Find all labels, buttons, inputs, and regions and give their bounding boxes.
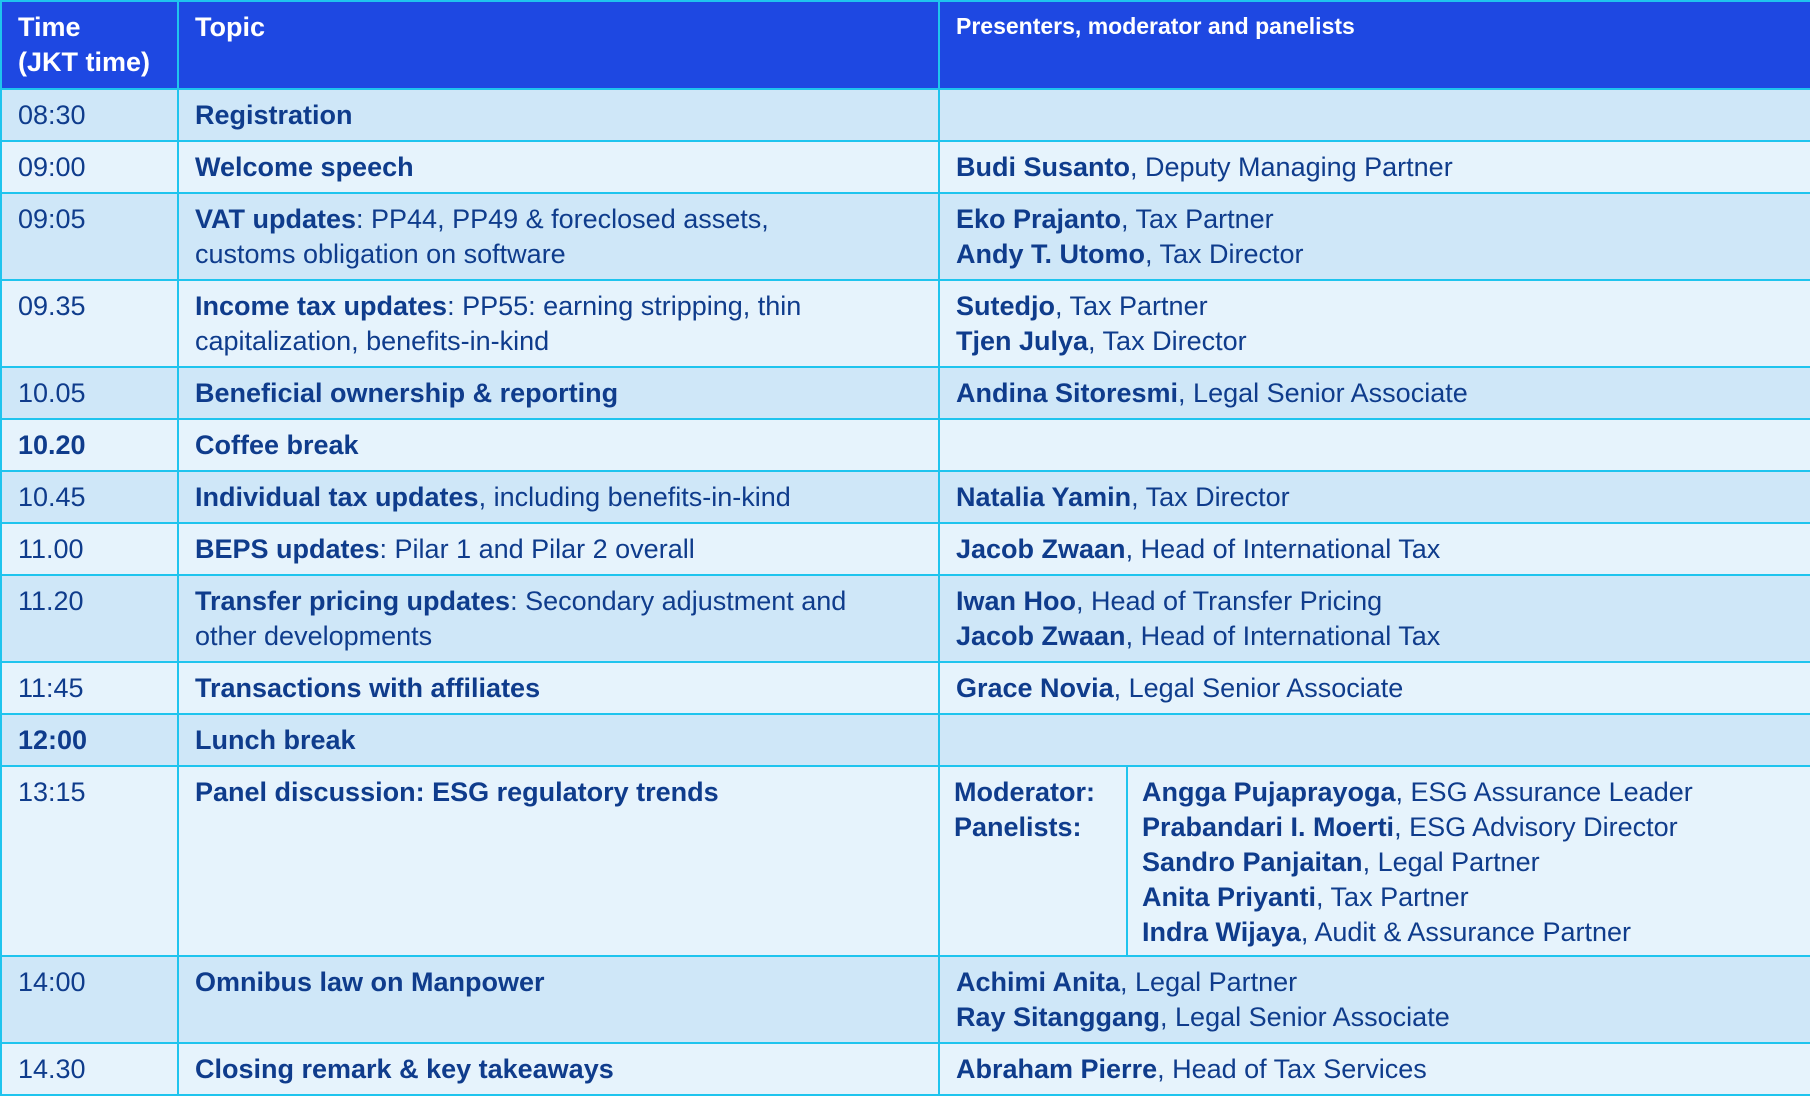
presenter-name: Grace Novia [956,673,1114,703]
presenter-name: Angga Pujaprayoga [1142,777,1396,807]
presenters-cell [939,956,1810,1043]
presenter-role: , Audit & Assurance Partner [1300,917,1631,947]
presenter-line [956,324,1796,359]
time-cell: 09.35 [1,280,178,367]
topic-detail: : Secondary adjustment and [510,586,847,616]
topic-cell [178,280,939,367]
time-cell: 09:00 [1,141,178,193]
presenter-name: Andy T. Utomo [956,239,1145,269]
topic-detail: : PP55: earning stripping, thin [447,291,802,321]
topic-title: Transfer pricing updates [195,586,511,616]
presenter-role: , Tax Partner [1316,882,1469,912]
presenters-cell [939,662,1810,714]
header-presenters: Presenters, moderator and panelists [939,1,1810,89]
topic-cell [178,193,939,280]
table-row [1,1043,1810,1095]
time-cell: 10.05 [1,367,178,419]
presenter-role: , ESG Assurance Leader [1395,777,1693,807]
presenter-name: Natalia Yamin [956,482,1132,512]
presenter-name: Sutedjo [956,291,1055,321]
time-cell: 14.30 [1,1043,178,1095]
time-cell: 12:00 [1,714,178,766]
table-row [1,89,1810,141]
presenter-line [956,965,1796,1000]
time-cell: 09:05 [1,193,178,280]
topic-title: Welcome speech [195,152,414,182]
panel-role-labels [940,767,1128,955]
presenter-line [956,1052,1796,1087]
topic-cell [178,141,939,193]
presenter-line [1142,880,1810,915]
presenter-name: Andina Sitoresmi [956,378,1179,408]
table-row [1,662,1810,714]
presenter-line [956,1000,1796,1035]
topic-cell [178,575,939,662]
topic-detail: : PP44, PP49 & foreclosed assets, [356,204,769,234]
presenter-line [956,376,1796,411]
presenter-role: , Head of International Tax [1125,621,1441,651]
presenters-cell [939,575,1810,662]
presenter-name: Achimi Anita [956,967,1121,997]
presenters-cell [939,141,1810,193]
presenter-role: , Legal Partner [1362,847,1540,877]
presenters-cell [939,89,1810,141]
time-cell: 13:15 [1,766,178,956]
presenters-cell [939,471,1810,523]
time-cell: 11:45 [1,662,178,714]
topic-line [195,202,924,237]
topic-cell [178,367,939,419]
topic-title: BEPS updates [195,534,380,564]
panel-members [1128,767,1810,955]
topic-detail-line2: customs obligation on software [195,239,566,269]
topic-title: Lunch break [195,725,356,755]
presenter-name: Prabandari I. Moerti [1142,812,1395,842]
presenter-name: Tjen Julya [956,326,1089,356]
table-row [1,471,1810,523]
topic-cell [178,89,939,141]
table-row [1,367,1810,419]
presenter-line [956,202,1796,237]
topic-cell [178,714,939,766]
header-time-line1: Time [18,12,81,42]
topic-title: Beneficial ownership & reporting [195,378,619,408]
topic-line [195,480,924,515]
presenter-role: , Deputy Managing Partner [1130,152,1453,182]
topic-title: Registration [195,100,353,130]
presenter-role: , Tax Director [1145,239,1304,269]
presenter-role: , Legal Partner [1120,967,1298,997]
topic-title: Income tax updates [195,291,448,321]
time-cell: 08:30 [1,89,178,141]
presenter-name: Jacob Zwaan [956,621,1126,651]
topic-title: Individual tax updates [195,482,479,512]
table-row [1,141,1810,193]
presenter-line [1142,775,1810,810]
topic-cell [178,766,939,956]
topic-detail-line2: other developments [195,621,433,651]
presenter-role: , Tax Partner [1121,204,1274,234]
topic-detail-line2: capitalization, benefits-in-kind [195,326,550,356]
presenter-role: , Head of Transfer Pricing [1076,586,1383,616]
presenter-line [956,289,1796,324]
table-row [1,419,1810,471]
table-row [1,956,1810,1043]
topic-cell [178,662,939,714]
presenter-name: Budi Susanto [956,152,1130,182]
panelists-label: Panelists: [954,812,1082,842]
topic-cell [178,419,939,471]
presenters-cell [939,419,1810,471]
presenter-role: , Tax Partner [1055,291,1208,321]
table-row [1,523,1810,575]
topic-title: Transactions with affiliates [195,673,541,703]
moderator-label: Moderator: [954,777,1095,807]
time-cell: 14:00 [1,956,178,1043]
presenter-role: , Tax Director [1088,326,1247,356]
topic-title: Coffee break [195,430,359,460]
table-row [1,575,1810,662]
presenters-cell [939,523,1810,575]
presenter-role: , Head of International Tax [1125,534,1441,564]
time-cell: 11.00 [1,523,178,575]
presenter-name: Eko Prajanto [956,204,1122,234]
presenter-name: Anita Priyanti [1142,882,1317,912]
presenter-line [956,150,1796,185]
presenters-cell [939,193,1810,280]
header-topic: Topic [178,1,939,89]
presenter-name: Iwan Hoo [956,586,1076,616]
topic-cell [178,471,939,523]
topic-title: Omnibus law on Manpower [195,967,545,997]
presenters-cell [939,714,1810,766]
presenter-line [956,619,1796,654]
panel-layout [940,767,1810,955]
presenter-name: Abraham Pierre [956,1054,1158,1084]
table-row [1,766,1810,956]
time-cell: 10.20 [1,419,178,471]
topic-title: VAT updates [195,204,357,234]
presenter-line [1142,845,1810,880]
table-row [1,714,1810,766]
table-row [1,193,1810,280]
header-time-line2: (JKT time) [18,47,151,77]
presenter-role: , Legal Senior Associate [1178,378,1468,408]
topic-detail: : Pilar 1 and Pilar 2 overall [379,534,695,564]
presenter-role: , Head of Tax Services [1157,1054,1427,1084]
presenter-line [956,532,1796,567]
presenters-cell [939,766,1810,956]
presenter-line [956,237,1796,272]
presenter-line [956,671,1796,706]
presenter-line [1142,915,1810,950]
time-cell: 11.20 [1,575,178,662]
presenter-role: , Legal Senior Associate [1160,1002,1450,1032]
topic-cell [178,1043,939,1095]
topic-title: Closing remark & key takeaways [195,1054,614,1084]
presenters-cell [939,280,1810,367]
topic-title: Panel discussion: ESG regulatory trends [195,777,719,807]
topic-cell [178,956,939,1043]
presenter-name: Ray Sitanggang [956,1002,1161,1032]
time-cell: 10.45 [1,471,178,523]
presenters-cell [939,367,1810,419]
presenter-role: , Tax Director [1131,482,1290,512]
topic-detail: , including benefits-in-kind [478,482,791,512]
topic-line [195,584,924,619]
presenter-line [1142,810,1810,845]
presenter-name: Sandro Panjaitan [1142,847,1363,877]
presenter-role: , ESG Advisory Director [1394,812,1678,842]
presenter-name: Indra Wijaya [1142,917,1301,947]
topic-cell [178,523,939,575]
presenter-line [956,584,1796,619]
table-row [1,280,1810,367]
presenter-line [956,480,1796,515]
topic-line [195,289,924,324]
header-row [1,1,1810,89]
presenters-cell [939,1043,1810,1095]
presenter-role: , Legal Senior Associate [1113,673,1404,703]
topic-line [195,532,924,567]
header-time [1,1,178,89]
presenter-name: Jacob Zwaan [956,534,1126,564]
